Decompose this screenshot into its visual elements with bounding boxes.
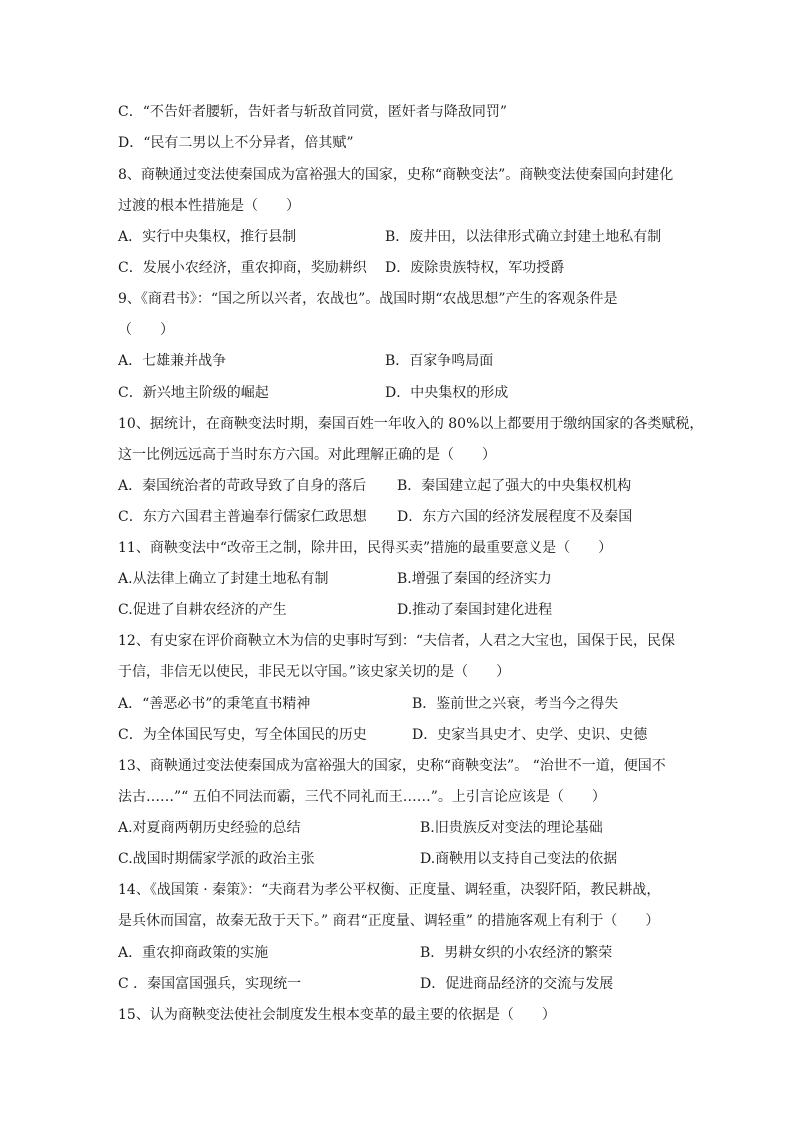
question-stem: 14、《战国策 · 秦策》：“夫商君为孝公平权衡、正度量、调轻重，决裂阡陌，教民耕战， [118,882,661,898]
question-stem: 15、认为商鞅变法使社会制度发生根本变革的最主要的依据是（ ） [118,1007,556,1023]
q10-stem-line-2 [118,445,496,465]
option-text: A．重农抑商政策的实施 [118,945,269,961]
q14-option-c [118,974,301,994]
question-stem: 11、商鞅变法中“改帝王之制，除井田，民得买卖”措施的最重要意义是（ ） [118,540,613,556]
q13-option-d [420,849,617,869]
q13-option-a [118,818,301,838]
q14-option-d [420,974,613,994]
q8-stem-line-1 [118,165,673,185]
option-text: D．废除贵族特权，军功授爵 [385,260,565,276]
q9-option-d [385,383,508,403]
question-stem: （ ） [118,322,174,338]
option-text: B．废井田，以法律形式确立封建土地私有制 [385,229,662,245]
option-text: B．秦国建立起了强大的中央集权机构 [397,478,632,494]
option-text: C ．秦国富国强兵，实现统一 [118,976,302,992]
q8-option-d [385,258,564,278]
option-text: C.战国时期儒家学派的政治主张 [118,851,315,867]
q10-option-b [397,476,631,496]
question-stem: 这一比例远远高于当时东方六国。对此理解正确的是（ ） [118,447,496,463]
option-text: D．促进商品经济的交流与发展 [420,976,614,992]
q14-stem-line-1 [118,880,660,900]
q15-stem-line-1 [118,1005,556,1025]
q9-option-a [118,351,226,371]
question-stem: 12、有史家在评价商鞅立木为信的史事时写到：“夫信者，人君之大宝也，国保于民，民保 [118,633,675,649]
option-text: D．史家当具史才、史学、史识、史德 [412,727,648,743]
q10-option-a [118,476,366,496]
option-text: C．东方六国君主普遍奉行儒家仁政思想 [118,509,367,525]
q9-option-c [118,383,269,403]
question-stem: 10、据统计，在商鞅变法时期，秦国百姓一年收入的 80%以上都要用于缴纳国家的各类赋税， [118,416,704,432]
q13-option-b [420,818,603,838]
option-text: D.推动了秦国封建化进程 [397,602,553,618]
option-text: D．中央集权的形成 [385,385,509,401]
option-text: A.对夏商两朝历史经验的总结 [118,820,301,836]
question-stem: 9、《商君书》：“国之所以兴者，农战也”。战国时期“农战思想”产生的客观条件是 [118,291,618,307]
q14-option-a [118,943,268,963]
q8-stem-line-2 [118,196,300,216]
q8-option-b [385,227,661,247]
option-text: B．鉴前世之兴衰，考当今之得失 [412,696,619,712]
q10-stem-line-1 [118,414,703,434]
q11-option-c [118,600,287,620]
option-text: A.从法律上确立了封建土地私有制 [118,571,329,587]
question-stem: 过渡的根本性措施是（ ） [118,198,300,214]
q13-stem-line-2 [118,787,606,807]
q14-option-b [420,943,612,963]
question-stem: 13、商鞅通过变法使秦国成为富裕强大的国家，史称“商鞅变法”。 “治世不一道，便国不 [118,758,666,774]
option-text: A．“善恶必书”的秉笔直书精神 [118,696,311,712]
q10-option-c [118,507,367,527]
q12-stem-line-2 [118,662,510,682]
option-text: A．秦国统治者的苛政导致了自身的落后 [118,478,367,494]
q11-stem-line-1 [118,538,612,558]
q12-option-d [412,725,647,745]
option-text: A．实行中央集权，推行县制 [118,229,297,245]
q7-option-c [118,102,507,122]
q11-option-d [397,600,552,620]
question-stem: 于信，非信无以使民，非民无以守国。”该史家关切的是（ ） [118,664,511,680]
q13-stem-line-1 [118,756,666,776]
option-text: B.旧贵族反对变法的理论基础 [420,820,603,836]
question-stem: 法古……”“ 五伯不同法而霸，三代不同礼而王……”。上引言论应该是（ ） [118,789,606,805]
question-stem: 8、商鞅通过变法使秦国成为富裕强大的国家，史称“商鞅变法”。商鞅变法使秦国向封建化 [118,167,674,183]
option-text: D.商鞅用以支持自己变法的依据 [420,851,618,867]
option-text: C．“不告奸者腰斩，告奸者与斩敌首同赏，匿奸者与降敌同罚” [118,104,508,120]
q12-stem-line-1 [118,631,675,651]
q9-option-b [385,351,493,371]
question-stem: 是兵休而国富，故秦无敌于天下。” 商君“正度量、调轻重” 的措施客观上有利于（ ） [118,913,660,929]
option-text: D．东方六国的经济发展程度不及秦国 [397,509,633,525]
option-text: C.促进了自耕农经济的产生 [118,602,287,618]
option-text: B．男耕女织的小农经济的繁荣 [420,945,613,961]
q11-option-a [118,569,329,589]
q11-option-b [397,569,552,589]
q8-option-c [118,258,367,278]
option-text: D．“民有二男以上不分异者，倍其赋” [118,135,354,151]
option-text: C．发展小农经济，重农抑商，奖励耕织 [118,260,367,276]
q13-option-c [118,849,315,869]
q8-option-a [118,227,296,247]
option-text: C．为全体国民写史，写全体国民的历史 [118,727,367,743]
option-text: B.增强了秦国的经济实力 [397,571,552,587]
option-text: B．百家争鸣局面 [385,353,494,369]
option-text: C．新兴地主阶级的崛起 [118,385,269,401]
q14-stem-line-2 [118,911,659,931]
q12-option-b [412,694,618,714]
q7-option-d [118,133,354,153]
q10-option-d [397,507,632,527]
q9-stem-line-1 [118,289,618,309]
q12-option-a [118,694,310,714]
option-text: A．七雄兼并战争 [118,353,227,369]
q12-option-c [118,725,367,745]
q9-stem-line-2 [118,320,174,340]
